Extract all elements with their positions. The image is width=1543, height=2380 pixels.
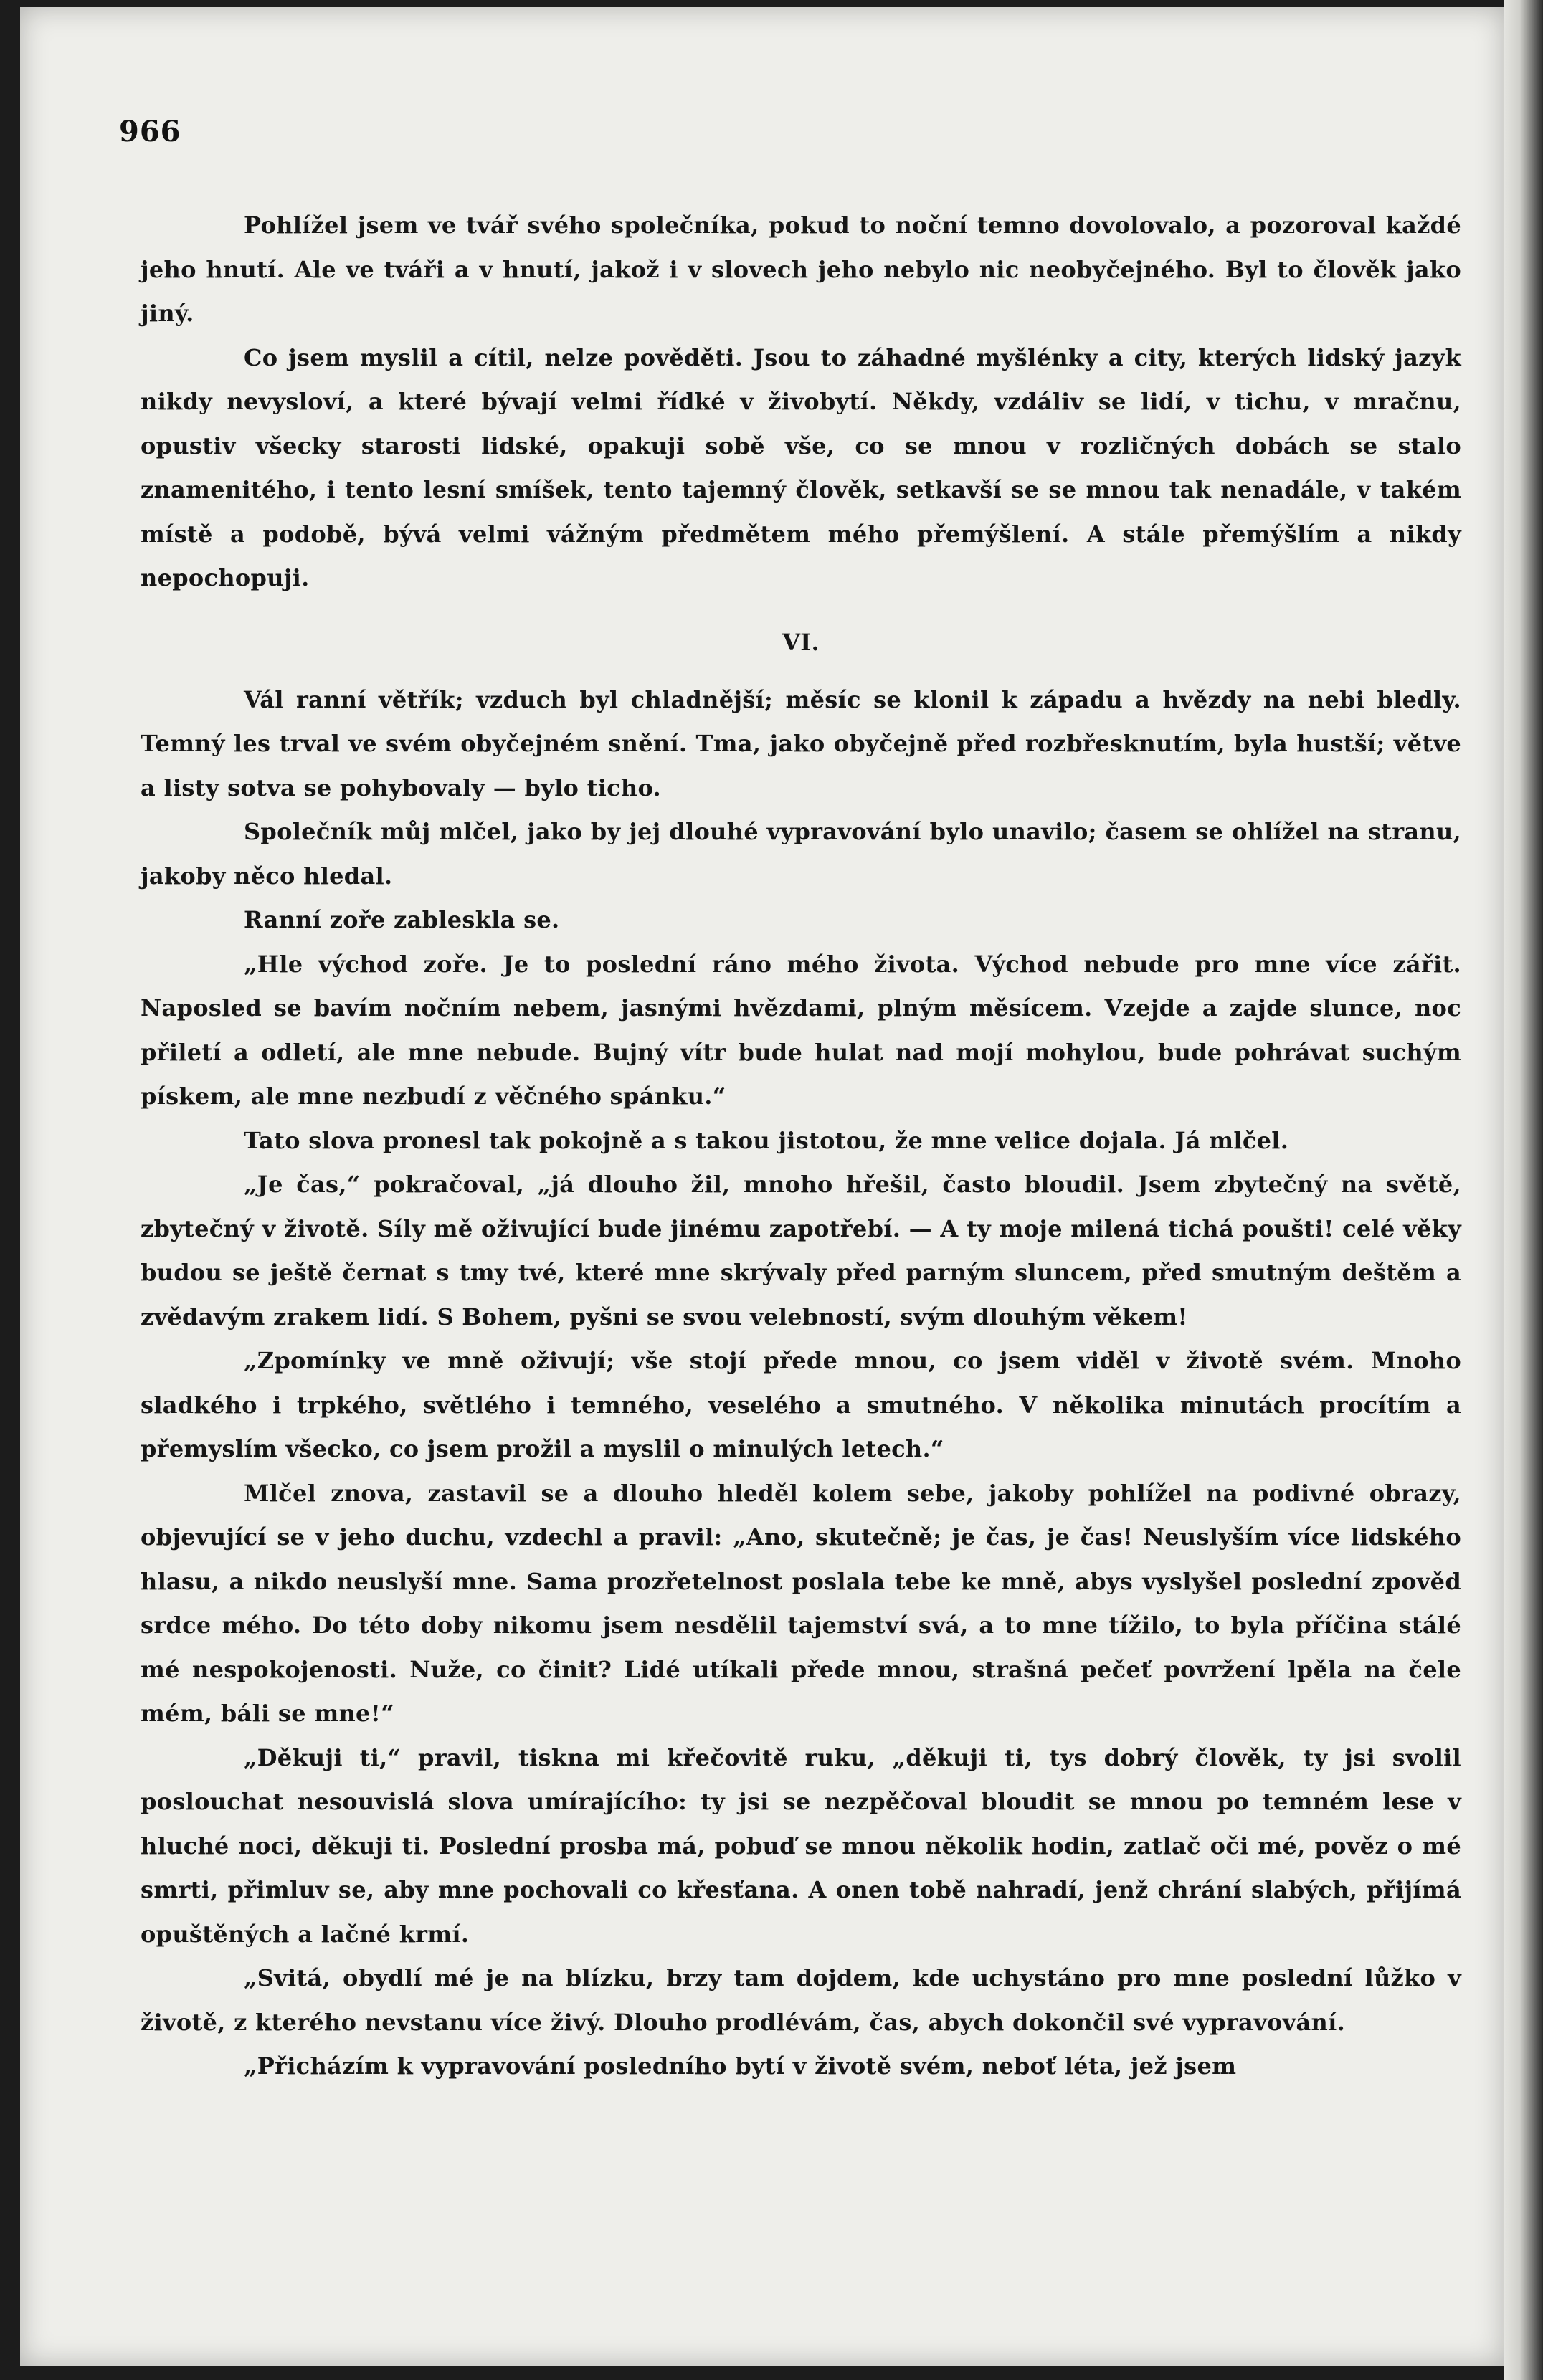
paragraph: „Děkuji ti,“ pravil, tiskna mi křečovitě ruku, „děkuji ti, tys dobrý člověk, ty jsi svolil poslouchat nesouvislá slova umírajícího: ty jsi se nezpěčoval bloudit se mnou po temném lese v hluché noci, děkuji ti. Poslední prosba má, pobuď se mnou několik hodin, zatlač oči mé, pověz o mé smrti, přimluv se, aby mne pochovali co křesťana. A onen tobě nahradí, jenž chrání slabých, přijímá opuštěných a lačné krmí. — [141, 1743, 1461, 1948]
chapter-heading: VI. — [782, 628, 820, 656]
page-edge-shadow — [1504, 0, 1543, 2380]
paragraph: Vál ranní větřík; vzduch byl chladnější; měsíc se klonil k západu a hvězdy na nebi bledly. Temný les trval ve svém obyčejném snění. Tma, jako obyčejně před rozbřesknutím, byla hustší; větve a listy sotva se pohybovaly — bylo ticho. — [141, 685, 1461, 801]
paragraph: Společník můj mlčel, jako by jej dlouhé vypravování bylo unavilo; časem se ohlížel na stranu, jakoby něco hledal. — [141, 818, 1461, 890]
paragraph: Ranní zoře zableskla se. — [244, 906, 560, 933]
book-page — [20, 7, 1504, 2366]
paragraph: Mlčel znova, zastavil se a dlouho hleděl kolem sebe, jakoby pohlížel na podivné obrazy, objevující se v jeho duchu, vzdechl a pravil: „Ano, skutečně; je čas, je čas! Neuslyším více lidského hlasu, a nikdo neuslyší mne. Sama prozřetelnost poslala tebe ke mně, abys vyslyšel poslední zpověd srdce mého. Do této doby nikomu jsem nesdělil tajemství svá, a to mne tížilo, to byla příčina stálé mé nespokojenosti. Nuže, co činit? Lidé utíkali přede mnou, strašná pečeť povržení lpěla na čele mém, báli se mne!“ — [141, 1479, 1461, 1727]
paragraph: Pohlížel jsem ve tvář svého společníka, pokud to noční temno dovolovalo, a pozoroval každé jeho hnutí. Ale ve tváři a v hnutí, jakož i v slovech jeho nebylo nic neobyčejného. Byl to člověk jako jiný. — [141, 211, 1461, 327]
page-number: 966 — [119, 115, 181, 148]
paragraph: „Hle východ zoře. Je to poslední ráno mého života. Východ nebude pro mne více zářit. Naposled se bavím nočním nebem, jasnými hvězdami, plným měsícem. Vzejde a zajde slunce, noc přiletí a odletí, ale mne nebude. Bujný vítr bude hulat nad mojí mohylou, bude pohrávat suchým pískem, ale mne nezbudí z věčného spánku.“ — [141, 950, 1461, 1110]
paragraph: Tato slova pronesl tak pokojně a s takou jistotou, že mne velice dojala. Já mlčel. — [244, 1126, 1289, 1154]
paragraph: „Je čas,“ pokračoval, „já dlouho žil, mnoho hřešil, často bloudil. Jsem zbytečný na světě, zbytečný v životě. Síly mě oživující bude jinému zapotřebí. — A ty moje milená tichá poušti! celé věky budou se ještě černat s tmy tvé, které mne skrývaly před parným sluncem, před smutným deštěm a zvědavým zrakem lidí. S Bohem, pyšni se svou velebností, svým dlouhým věkem! — [141, 1171, 1461, 1331]
page-text — [141, 204, 1461, 2089]
paragraph: „Přicházím k vypravování posledního bytí v životě svém, neboť léta, jež jsem — [244, 2052, 1237, 2080]
paragraph: Co jsem myslil a cítil, nelze pověděti. Jsou to záhadné myšlénky a city, kterých lidský jazyk nikdy nevysloví, a které bývají velmi řídké v živobytí. Někdy, vzdáliv se lidí, v tichu, v mračnu, opustiv všecky starosti lidské, opakuji sobě vše, co se mnou v rozličných dobách se stalo znamenitého, i tento lesní smíšek, tento tajemný člověk, setkavší se se mnou tak nenadále, v takém místě a podobě, bývá velmi vážným předmětem mého přemýšlení. A stále přemýšlím a nikdy nepochopuji. — [141, 343, 1461, 591]
paragraph: „Zpomínky ve mně oživují; vše stojí přede mnou, co jsem viděl v životě svém. Mnoho sladkého i trpkého, světlého i temného, veselého a smutného. V několika minutách procítím a přemyslím všecko, co jsem prožil a myslil o minulých letech.“ — [141, 1347, 1461, 1462]
paragraph: „Svitá, obydlí mé je na blízku, brzy tam dojdem, kde uchystáno pro mne poslední lůžko v životě, z kterého nevstanu více živý. Dlouho prodlévám, čas, abych dokončil své vypravování. — [141, 1964, 1461, 2036]
